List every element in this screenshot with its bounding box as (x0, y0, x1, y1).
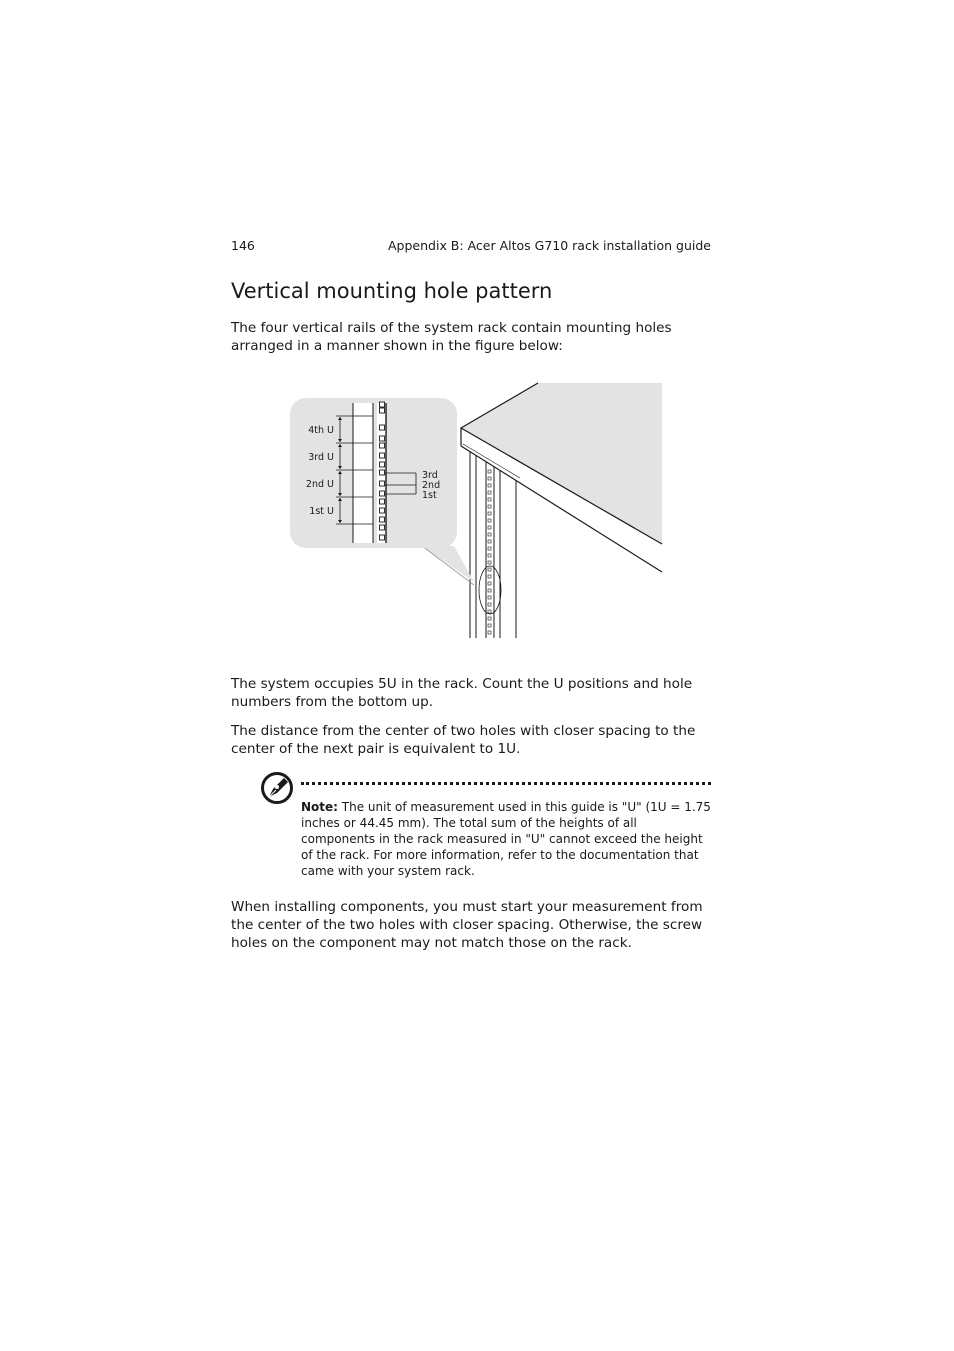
u-label-1st: 1st U (309, 506, 334, 517)
u-label-4th: 4th U (308, 425, 334, 436)
installing-paragraph: When installing components, you must start your measurement from the center of the two holes with closer spacing. Otherwise, the screw holes on the component may not match those on the rack. (231, 899, 703, 951)
mounting-hole (380, 436, 385, 441)
rack-post (470, 452, 516, 638)
mounting-hole (380, 402, 385, 407)
mounting-hole (380, 443, 385, 448)
post-hole (488, 582, 491, 585)
post-hole (488, 561, 491, 564)
post-hole (488, 526, 491, 529)
hole-label-1st: 1st (422, 490, 437, 501)
note-pen-icon (259, 770, 295, 806)
hole-label-3rd: 3rd (422, 470, 438, 481)
post-hole (488, 568, 491, 571)
mounting-hole (380, 508, 385, 513)
post-hole (488, 533, 491, 536)
section-title: Vertical mounting hole pattern (231, 279, 553, 303)
post-hole (488, 603, 491, 606)
mounting-hole (380, 470, 385, 475)
post-hole (488, 498, 491, 501)
mounting-hole (380, 408, 385, 413)
rack-hole-pattern-figure (282, 378, 666, 642)
hole-label-2nd: 2nd (422, 480, 441, 491)
post-hole (488, 547, 491, 550)
occupies-paragraph: The system occupies 5U in the rack. Count the U positions and hole numbers from the bottom up. (231, 676, 693, 710)
mounting-hole (380, 535, 385, 540)
mounting-hole (380, 453, 385, 458)
post-hole (488, 575, 491, 578)
note-divider (301, 782, 711, 785)
mounting-hole (380, 462, 385, 467)
mounting-hole (380, 491, 385, 496)
post-hole (488, 596, 491, 599)
post-hole (488, 505, 491, 508)
post-hole (488, 470, 491, 473)
post-hole (488, 477, 491, 480)
post-hole (488, 610, 491, 613)
note-label: Note: (301, 800, 338, 814)
post-hole (488, 617, 491, 620)
page-header (231, 238, 711, 256)
intro-paragraph: The four vertical rails of the system rack contain mounting holes arranged in a manner shown in the figure below: (231, 320, 672, 354)
rack-post-holes (488, 470, 491, 634)
mounting-hole (380, 525, 385, 530)
mounting-hole (380, 425, 385, 430)
post-hole (488, 491, 491, 494)
running-title: Appendix B: Acer Altos G710 rack installation guide (388, 238, 711, 253)
distance-paragraph: The distance from the center of two holes with closer spacing to the center of the next pair is equivalent to 1U. (231, 723, 696, 757)
u-label-3rd: 3rd U (308, 452, 334, 463)
post-hole (488, 484, 491, 487)
post-hole (488, 624, 491, 627)
post-hole (488, 589, 491, 592)
post-hole (488, 519, 491, 522)
note-body: The unit of measurement used in this guide is "U" (1U = 1.75 inches or 44.45 mm). The total sum of the heights of all components in the rack measured in "U" cannot exceed the height of the rack. For more information, refer to the documentation that came with your system rack. (301, 800, 711, 878)
mounting-hole (380, 481, 385, 486)
post-hole (488, 512, 491, 515)
post-hole (488, 631, 491, 634)
mounting-hole (380, 499, 385, 504)
post-hole (488, 540, 491, 543)
mounting-hole (380, 517, 385, 522)
post-hole (488, 554, 491, 557)
page-number: 146 (231, 238, 255, 253)
zoom-callout (290, 398, 457, 548)
u-label-2nd: 2nd U (305, 479, 334, 490)
note-text (301, 799, 711, 879)
